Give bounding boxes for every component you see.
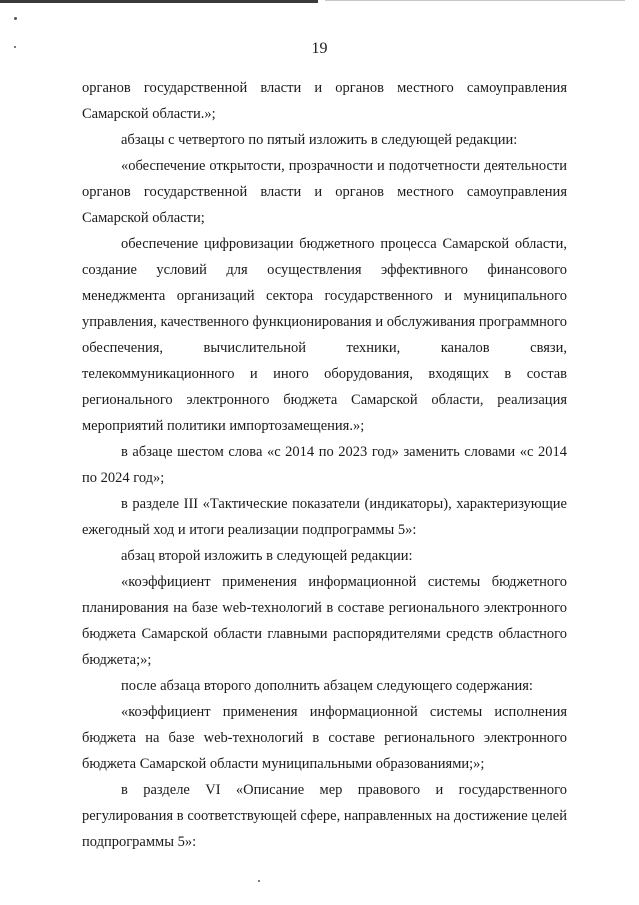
paragraph: абзацы с четвертого по пятый изложить в следующей редакции: xyxy=(121,132,518,148)
scan-speck xyxy=(14,17,17,20)
paragraph: обеспечение цифровизации бюджетного процесса Самарской области, создание условий для осуществления эффективного финансового менеджмента организаций сектора государственного и муниципального управления, качественного функционирования и обслуживания программного обеспечения, вычислительной техники, каналов связи, телекоммуникационного и иного оборудования, входящих в состав регионального электронного бюджета Самарской области, реализация мероприятий политики импортозамещения.»; xyxy=(82,236,567,434)
paragraph: абзац второй изложить в следующей редакции: xyxy=(121,548,413,564)
scan-speck xyxy=(258,880,260,882)
paragraph: в абзаце шестом слова «с 2014 по 2023 год» заменить словами «с 2014 по 2024 год»; xyxy=(82,444,567,486)
page-number: 19 xyxy=(311,40,328,57)
paragraph: «обеспечение открытости, прозрачности и подотчетности деятельности органов государственной власти и органов местного самоуправления Самарской области; xyxy=(82,158,567,226)
paragraph: «коэффициент применения информационной системы бюджетного планирования на базе web-технологий в составе регионального электронного бюджета Самарской области главными распорядителями средств областного бюджета;»; xyxy=(82,574,567,668)
paragraph: в разделе III «Тактические показатели (индикаторы), характеризующие ежегодный ход и итоги реализации подпрограммы 5»: xyxy=(82,496,567,538)
scan-top-rule-faint xyxy=(325,0,625,1)
paragraph: «коэффициент применения информационной системы исполнения бюджета на базе web-технологий в составе регионального электронного бюджета Самарской области муниципальными образованиями;»; xyxy=(82,704,567,772)
paragraph: органов государственной власти и органов местного самоуправления Самарской области.»; xyxy=(82,80,567,122)
document-body xyxy=(82,75,567,855)
paragraph: после абзаца второго дополнить абзацем следующего содержания: xyxy=(121,678,533,694)
paragraph: в разделе VI «Описание мер правового и государственного регулирования в соответствующей сфере, направленных на достижение целей подпрограммы 5»: xyxy=(82,782,567,850)
scan-top-rule xyxy=(0,0,318,3)
